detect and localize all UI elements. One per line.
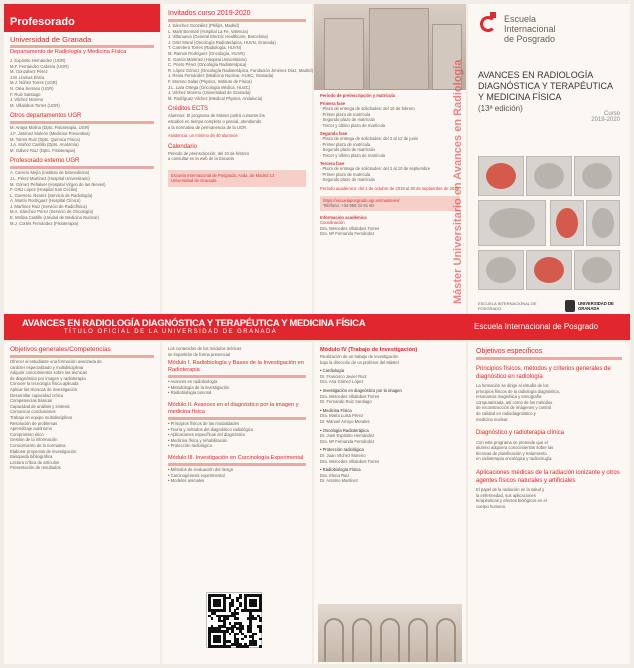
qr-module [236,607,239,610]
qr-module [239,597,242,600]
research-line-member: Dr. Francisco Javier Ruiz [320,373,367,379]
qr-module [254,604,257,607]
list-item: M. Rodríguez Vilchez (Medical Physics, Andalucía) [168,95,263,101]
list-item: F. Ortiz López (Hospital San Cecilio) [10,187,78,193]
list-item: J. Sánchez González (Philips, Madrid) [168,23,239,28]
external-faculty-heading: Profesorado externo UGR [10,158,80,165]
list-item: alumno adquiera conocimientos sobre las [476,445,554,451]
band-school-name: Escuela Internacional de Posgrado [474,322,599,331]
attendance-text: Asistencia: un mínimo de 40 alumnos [168,133,238,139]
divider [168,463,306,466]
phase-title: Segunda fase [320,130,348,136]
list-item: resonancia magnética y tomografía [476,394,542,400]
module-4-heading: Módulo IV (Trabajo de Investigación) [320,347,418,353]
qr-module [254,633,257,636]
module-3-list [168,467,306,484]
list-item: J. Reina Fernández (Medicina Nuclear, HUSC, Granada) [168,73,274,79]
divider [10,166,154,169]
list-item: Desarrollar capacidad crítica [10,392,64,398]
divider [10,121,154,124]
list-item: Dra. Mª Fernanda Fernández [320,231,375,237]
research-line-member: Dra. Mª Fernanda Fernández [320,438,375,444]
list-item: Gestión de la información [10,437,58,443]
profesorado-title: Profesorado [10,16,75,28]
research-line-title: • Medicina Física [320,407,352,413]
list-item: Ofrecer al estudiante una formación avanzada de [10,359,102,364]
list-item: Periodo de preinscripción: del 10 de febrero [168,150,250,156]
list-item: Alumnos: El programa de Máster podrá cursarse los [168,113,265,119]
qr-module [236,617,239,620]
edition-label: (13ª edición) [478,104,523,113]
research-line-member: Dr. Manuel Arroyo Morales [320,418,370,424]
other-departments-heading: Otros departamentos UGR [10,113,82,120]
list-item: Conocimiento de la normativa [10,442,66,448]
panel-research [314,342,466,664]
phase-line: · Primer plazo de matrícula [320,141,371,147]
qr-module [226,617,229,620]
school-footer-label: ESCUELA INTERNACIONAL DE POSGRADO [478,301,537,311]
list-item: M.J. Cortés Fernández (Fisioterapia) [10,220,79,226]
list-item: J. Martínez Ruiz (Servicio de Radiofísica) [10,203,87,209]
list-item: Presentación de resultados [10,465,61,471]
phase-line: · Plazo de entrega de solicitudes: del 2 al 12 de junio [320,136,419,142]
band-subtitle: TÍTULO OFICIAL DE LA UNIVERSIDAD DE GRANADA [64,329,278,335]
list-item: • Métodos de evaluación del riesgo [168,466,234,472]
list-item: a consultar en la web de la Escuela [168,156,234,162]
qr-module [231,604,234,607]
guests-heading: Invitados curso 2019-2020 [168,10,251,17]
list-item: M. Anaya Molina (Dpto. Fisioterapia, UGR) [10,125,90,131]
qr-module [259,620,262,623]
research-line-member: Dr. Fernando Ruiz Santiago [320,399,372,405]
research-lines [320,368,460,484]
objectives-heading: Objetivos generales/Competencias [10,346,111,353]
divider [10,355,154,358]
list-item: la enfermedad, sus aplicaciones [476,492,536,498]
module-1-list [168,379,306,396]
section-2-text [476,440,622,462]
list-item: Aplicar las técnicas de investigación [10,386,78,392]
list-item: Lectura crítica de artículos [10,459,60,465]
list-item: Trabajo en equipo multidisciplinar [10,414,73,420]
list-item: J.L. Lara Ortega (Oncología Médica, HUSC) [168,84,251,90]
band-title: AVANCES EN RADIOLOGÍA DIAGNÓSTICA Y TERAPÉUTICA Y MEDICINA FÍSICA [22,318,366,329]
list-item: Con este programa se pretende que el [476,439,548,445]
school-logo [468,4,630,62]
list-item: carácter especializado y multidisciplinar [10,364,84,370]
panel-objectives [4,342,160,664]
list-item: J. Vilchez Moreno [10,97,44,103]
enrollment-phases [320,101,460,183]
list-item: en radioterapia oncológica y radiocirugía. [476,456,553,462]
research-line-title: • Radiobiología Física [320,467,361,473]
list-item: Competencias básicas [10,398,53,404]
research-line-title: • Protección radiológica [320,447,364,453]
phase-title: Tercera fase [320,160,345,166]
list-item: F. Moreno Salas (Physics, Instituto de Física) [168,78,252,84]
panel-specific-objectives [468,342,630,664]
qr-module [259,609,262,612]
list-item: M.A. Sánchez Pérez (Servicio de Oncología) [10,209,94,215]
list-item: J.M. Llamas Elvira [10,74,45,80]
university-heading: Universidad de Granada [10,35,92,44]
building-photo [314,4,466,90]
school-name-line3: de Posgrado [504,34,556,44]
research-line-member: Dra. Mercedes Villalobos Torres [320,393,380,399]
list-item: se impartirán de forma presencial [168,351,231,357]
list-item: Escuela Internacional de Posgrado, Avda. de Madrid 13 [171,172,275,178]
course-years: 2019-2020 [591,117,620,123]
university-footer-label: UNIVERSIDAD DE GRANADA [578,301,614,311]
qr-module [229,633,232,636]
list-item: cuerpo humano. [476,503,507,509]
program-title [478,70,620,103]
qr-module [229,645,232,648]
building-arcade-photo [318,604,462,662]
list-item: J.F. Jiménez Moleón (Medicina Preventiva) [10,130,90,136]
list-item: computarizada, así como de los métodos [476,399,553,405]
list-item: • Protección radiológica [168,443,212,449]
module-2-list [168,421,306,449]
list-item: M. Gonzálvez Pérez [10,69,48,75]
vertical-watermark: Máster Universitario en Avances en Radiología [452,59,464,304]
list-item: • Radiobiología tumoral [168,390,212,396]
list-item: • Principios físicos de las modalidades [168,420,240,426]
list-item: Capacidad de análisis y síntesis [10,403,70,409]
department-list [10,58,154,108]
research-line-member: Dr. Antonio Martínez [320,478,358,484]
list-item: Realización de un trabajo de investigación [320,354,399,359]
list-item: • Avances en radiobiología [168,379,218,385]
enrollment-heading: Periodo de preinscripción y matrícula [320,93,395,98]
module-1-heading: Módulo I. Radiobiología y Bases de la Investigación en Radioterapia [168,360,304,374]
program-title-line: AVANCES EN RADIOLOGÍA [478,70,594,80]
list-item: M. Gómez Peñalver (Hospital Virgen de las Nieves) [10,181,106,187]
list-item: M. Gálvez Ruiz (Dpto. Fisioterapia) [10,147,76,153]
list-item: Conocer la tecnología física aplicada [10,381,79,387]
divider [10,45,154,48]
list-item: Elaborar proyectos de investigación [10,448,77,454]
qr-module [241,638,244,641]
list-item: de calidad en radiodiagnóstico y [476,410,536,416]
panel-faculty [4,4,160,334]
coordination-heading: Coordinación [320,220,345,226]
title-band [4,314,630,340]
list-item: J. Ortiz Moral (Oncología Radioterápica, HUVN, Granada) [168,39,276,45]
list-item: • Aplicaciones específicas del diagnóstico [168,432,246,438]
section-3-text [476,487,622,509]
list-item: Adquirir conocimientos sobre las técnicas [10,370,88,376]
list-item: M. Torres Ruiz (Dpto. Química Física) [10,136,80,142]
research-line-member: Dr. Juan Vilchez Moreno [320,452,366,458]
module-4-text [320,354,460,365]
phase-line: · Segundo plazo de matrícula [320,177,375,183]
qr-module [254,617,257,620]
credits-heading: Créditos ECTS [168,106,209,113]
list-item: Compromiso ético [10,431,44,437]
academic-info-heading: Información académica [320,214,367,220]
phase-line: · Tercer y último plazo de matrícula [320,152,386,158]
research-line-member: Dra. María Luisa Pérez [320,413,364,419]
phase-title: Primera fase [320,100,346,106]
qr-module [254,643,257,646]
list-item: Los contenidos de los módulos teóricos [168,346,242,351]
list-item: Aprendizaje autónomo [10,426,52,432]
calendar-text [168,151,306,162]
list-item: C. Prieto Pérez (Oncología Radioterápica) [168,62,247,68]
list-item: F. Ruiz Santiago [10,91,41,97]
program-title-line: Y MEDICINA FÍSICA [478,92,562,102]
research-line-title: • Cardiología [320,368,345,374]
list-item: A. Martín Rodríguez (Hospital Clínico) [10,198,81,204]
guests-list [168,23,314,101]
list-item: E. García Martínez (Hospital Universitario) [168,56,247,62]
divider [168,19,306,22]
list-item: Dra. Mercedes Villalobos Torres [320,225,380,231]
list-item: N. Olea Serrano (UGR) [10,85,54,91]
qr-module [218,640,221,643]
list-item: M.J. Núñez Torres (UGR) [10,80,58,86]
list-item: Comunicar conclusiones [10,409,56,415]
list-item: Resolución de problemas [10,420,58,426]
qr-module [211,617,214,620]
panel-enrollment [314,4,466,334]
logo-mark [480,16,496,32]
list-item: a la normativa de permanencia de la UGR. [168,124,248,130]
academic-period: Período académico: del 1 de octubre de 2019 al 30 de septiembre de 2020 [320,185,459,191]
qr-code[interactable] [206,592,262,648]
list-item: M. Villalobos Torres (UGR) [10,102,60,108]
list-item: de reconstrucción de imágenes y control [476,405,552,411]
list-item: L. Martí Bonmatí (Hospital La Fe, Valencia) [168,28,248,34]
list-item: principios físicos de la radiología diagnóstica, [476,388,561,394]
address-box [168,170,306,187]
objectives-list [10,359,154,471]
list-item: bajo la dirección de un profesor del Máster [320,359,400,365]
web-box [320,196,460,211]
research-line-title: • Oncología Radioterápica [320,427,369,433]
list-item: A. Carrero Mejía (Instituto de Biomedicina) [10,170,90,176]
medical-images-grid [478,156,622,292]
department-heading: Departamento de Radiología y Medicina Física [10,49,127,55]
list-item: • Medicina física y rehabilitación [168,437,228,443]
phase-line: · Segundo plazo de matrícula [320,147,375,153]
module-3-heading: Módulo III. Investigación en Carcinología Experimental [168,454,304,461]
list-item: • Metodología de la investigación [168,384,230,390]
research-line-member: Dr. José Expósito Hernández [320,433,375,439]
qr-module [236,633,239,636]
phone-number: Teléfono: +34 958 24 81 60 [323,203,374,209]
list-item: L. Guerrero Álvarez (Servicio de Radiología) [10,192,93,198]
section-1-text [476,383,622,422]
list-item: técnicas de planificación y tratamiento [476,450,547,456]
list-item: Búsqueda bibliográfica [10,454,53,460]
logo-dot [490,12,496,18]
course-label: Curso [603,111,620,117]
module-2-heading: Módulo II. Avances en el diagnóstico por la imagen y medicina física [168,401,299,415]
qr-module [259,645,262,648]
list-item: J. Villanueva (General Electric Healthcare, Barcelona) [168,34,269,40]
list-item: estudios en tiempo completo o parcial, atendiendo [168,118,262,124]
list-item: T. Carretero Torres (Radiología, HUVN) [168,45,241,51]
phase-line: · Plazo de entrega de solicitudes: del 10 de febrero [320,106,415,112]
panel-modules [162,342,312,664]
divider [168,375,306,378]
program-title-line: DIAGNÓSTICA Y TERAPÉUTICA [478,81,614,91]
research-line-member: Dra. Mercedes Villalobos Torres [320,458,380,464]
calendar-heading: Calendario [168,143,198,150]
web-link[interactable]: https://escuelaposgrado.ugr.es/masteres/ [323,197,400,203]
list-item: • Teoría y métodos del diagnóstico radiológico [168,426,254,432]
list-item: La formación se dirige al estudio de los [476,383,549,388]
qr-module [236,612,239,615]
list-item: El papel de la radiación en la salud y [476,487,545,493]
panel-guests [162,4,312,334]
qr-module [247,645,250,648]
list-item: M.F. Fernández Cabrera (UGR) [10,63,69,69]
section-2-heading: Diagnóstico y radioterapia clínica [476,430,565,437]
faculty-header-bar [4,4,160,32]
list-item: terapéuticas y efectos biológicos en el [476,498,547,504]
qr-module [244,635,247,638]
list-item: M. Ramos Rodríguez (Oncología, HUVN) [168,50,245,56]
specific-objectives-heading: Objetivos específicos [476,348,543,355]
external-faculty-list [10,170,154,226]
list-item: J.A. Muñoz Castillo (Dpto. Anatomía) [10,142,79,148]
panel-cover [468,4,630,334]
research-line-member: Dra. Elena Ruiz [320,472,350,478]
list-item: J. Vilchez Moreno (Universidad de Granada) [168,90,251,96]
list-item: R. López Gómez (Oncología Radioterápica, Fundación Jiménez Díaz, Madrid) [168,67,314,73]
list-item: de diagnóstico por imagen y radioterapia [10,375,86,381]
phase-line: · Tercer y último plazo de matrícula [320,122,386,128]
list-item: J. Expósito Hernández (UGR) [10,58,66,63]
phase-line: · Segundo plazo de matrícula [320,117,375,123]
school-name-line2: Internacional [504,24,556,34]
list-item: medicina nuclear. [476,416,509,422]
qr-module [223,609,226,612]
modules-intro [168,346,306,357]
research-line-member: Dra. Ana Gómez López [320,379,364,385]
qr-module [241,627,244,630]
other-departments-list [10,125,154,153]
list-item: J.L. Pérez Martínez (Hospital Universitario) [10,175,90,181]
qr-module [239,604,242,607]
coordination-list [320,226,460,237]
qr-module [218,604,221,607]
research-line-title: • Investigación en diagnóstico por la imagen [320,387,402,393]
qr-module [259,638,262,641]
school-name-line1: Escuela [504,14,537,24]
section-1-heading: Principios físicos, métodos y criterios generales de diagnóstico en radiología [476,366,611,380]
phase-line: · Primer plazo de matrícula [320,171,371,177]
list-item: • Carcinogénesis experimental [168,472,225,478]
phase-line: · Primer plazo de matrícula [320,111,371,117]
list-item: E. Molina Castillo (Unidad de Medicina Nuclear) [10,215,99,221]
divider [168,417,306,420]
credits-text [168,113,306,130]
list-item: Universidad de Granada [171,178,217,184]
section-3-heading: Aplicaciones médicas de la radiación ionizante y otros agentes físicos naturales y artificiales [476,470,620,484]
qr-module [259,630,262,633]
list-item: • Modelos animales [168,478,205,484]
divider [476,357,622,360]
phase-line: · Plazo de entrega de solicitudes: del 2 al 10 de septiembre [320,166,431,172]
university-crest-icon [565,300,575,312]
